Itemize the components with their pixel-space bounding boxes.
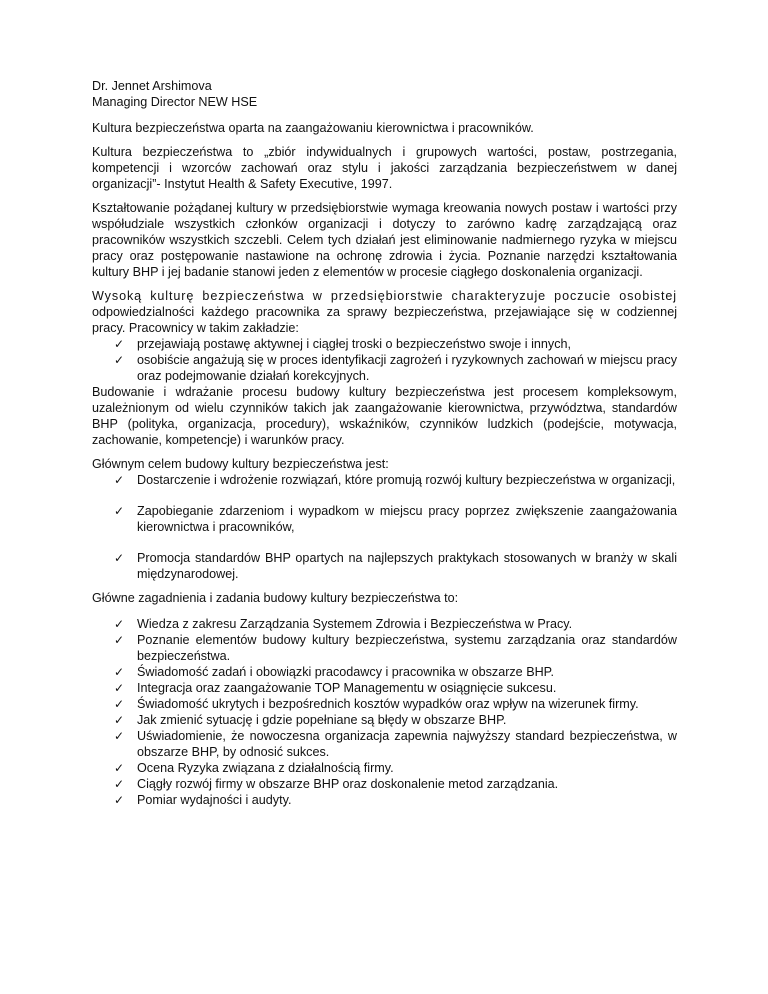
author-name: Dr. Jennet Arshimova [92, 79, 212, 93]
check-icon: ✓ [114, 337, 125, 351]
high-culture-section [92, 288, 677, 448]
list-item-text: Uświadomienie, że nowoczesna organizacja zapewnia najwyższy standard bezpieczeństwa, w obszarze BHP, by odnosić sukces. [137, 729, 677, 759]
tasks-list [92, 616, 677, 808]
list-item-text: Zapobieganie zdarzeniom i wypadkom w miejscu pracy poprzez zwiększenie zaangażowania kierownictwa i pracowników, [137, 504, 677, 534]
check-icon: ✓ [114, 504, 125, 518]
document-heading: Kultura bezpieczeństwa oparta na zaangażowaniu kierownictwa i pracowników. [92, 121, 534, 135]
list-item-text: Świadomość ukrytych i bezpośrednich kosztów wypadków oraz wpływ na wizerunek firmy. [137, 697, 639, 711]
list-item [92, 503, 677, 535]
list-item-text: Poznanie elementów budowy kultury bezpieczeństwa, systemu zarządzania oraz standardów bezpieczeństwa. [137, 633, 677, 663]
check-icon: ✓ [114, 793, 125, 807]
definition-paragraph: Kultura bezpieczeństwa to „zbiór indywidualnych i grupowych wartości, postaw, postrzegania, kompetencji i wzorców zachowań oraz stylu i jakości zarządzania bezpieczeństwem w danej organizacji”- Instytut Health & Safety Executive, 1997. [92, 145, 677, 191]
list-item-text: Dostarczenie i wdrożenie rozwiązań, które promują rozwój kultury bezpieczeństwa w organizacji, [137, 473, 676, 487]
author-role: Managing Director NEW HSE [92, 95, 258, 109]
list-item [92, 550, 677, 582]
list-item [92, 728, 677, 760]
check-icon: ✓ [114, 633, 125, 647]
list-item [92, 616, 677, 632]
list-item-text: Świadomość zadań i obowiązki pracodawcy i pracownika w obszarze BHP. [137, 665, 554, 679]
list-item-text: Ciągły rozwój firmy w obszarze BHP oraz doskonalenie metod zarządzania. [137, 777, 559, 791]
high-culture-lead-spaced: Wysoką kulturę bezpieczeństwa w przedsiębiorstwie charakteryzuje poczucie osobistej [92, 289, 677, 303]
shaping-paragraph: Kształtowanie pożądanej kultury w przedsiębiorstwie wymaga kreowania nowych postaw i wartości przy współudziale wszystkich członków organizacji i dotyczy to zarówno kadrę zarządzającą oraz pracowników wszystkich szczebli. Celem tych działań jest eliminowanie nadmiernego ryzyka w miejscu pracy oraz postępowanie nastawione na ochronę zdrowia i życia. Poznanie narzędzi kształtowania kultury BHP i jej badanie stanowi jeden z elementów w procesie ciągłego doskonalenia organizacji. [92, 201, 677, 279]
high-culture-list [92, 336, 677, 384]
list-item-text: Promocja standardów BHP opartych na najlepszych praktykach stosowanych w branży w skali międzynarodowej. [137, 551, 677, 581]
check-icon: ✓ [114, 665, 125, 679]
list-item-text: Ocena Ryzyka związana z działalnością firmy. [137, 761, 394, 775]
main-goal-list [92, 472, 677, 582]
high-culture-closing: Budowanie i wdrażanie procesu budowy kultury bezpieczeństwa jest procesem kompleksowym, uzależnionym od wielu czynników takich jak zaangażowanie kierownictwa, przywództwa, standardów BHP (polityka, organizacja, procedury), wskaźników, czynników ludzkich (podejście, motywacja, zachowanie, kompetencje) i warunków pracy. [92, 385, 677, 447]
check-icon: ✓ [114, 617, 125, 631]
document-body [92, 78, 677, 816]
list-item [92, 760, 677, 776]
check-icon: ✓ [114, 729, 125, 743]
main-goal-section [92, 456, 677, 582]
list-item [92, 352, 677, 384]
list-item-text: przejawiają postawę aktywnej i ciągłej troski o bezpieczeństwo swoje i innych, [137, 337, 571, 351]
check-icon: ✓ [114, 777, 125, 791]
list-item [92, 712, 677, 728]
list-item [92, 664, 677, 680]
tasks-lead: Główne zagadnienia i zadania budowy kultury bezpieczeństwa to: [92, 591, 459, 605]
list-item [92, 632, 677, 664]
list-item-text: Pomiar wydajności i audyty. [137, 793, 292, 807]
check-icon: ✓ [114, 713, 125, 727]
list-item [92, 776, 677, 792]
check-icon: ✓ [114, 473, 125, 487]
list-item [92, 792, 677, 808]
author-block [92, 78, 677, 110]
main-goal-lead: Głównym celem budowy kultury bezpieczeństwa jest: [92, 457, 389, 471]
check-icon: ✓ [114, 681, 125, 695]
list-item-text: Jak zmienić sytuację i gdzie popełniane są błędy w obszarze BHP. [137, 713, 507, 727]
check-icon: ✓ [114, 761, 125, 775]
check-icon: ✓ [114, 551, 125, 565]
list-item [92, 336, 677, 352]
list-item-text: Wiedza z zakresu Zarządzania Systemem Zdrowia i Bezpieczeństwa w Pracy. [137, 617, 573, 631]
list-item [92, 472, 677, 488]
high-culture-lead [92, 288, 677, 336]
list-item [92, 680, 677, 696]
tasks-section [92, 590, 677, 808]
list-item-text: osobiście angażują się w proces identyfikacji zagrożeń i ryzykownych zachowań w miejscu pracy oraz podejmowanie działań korekcyjnych. [137, 353, 677, 383]
check-icon: ✓ [114, 353, 125, 367]
check-icon: ✓ [114, 697, 125, 711]
list-item [92, 696, 677, 712]
list-item-text: Integracja oraz zaangażowanie TOP Managementu w osiągnięcie sukcesu. [137, 681, 557, 695]
high-culture-lead-rest: odpowiedzialności każdego pracownika za sprawy bezpieczeństwa, przejawiające się w codziennej pracy. Pracownicy w takim zakładzie: [92, 305, 677, 335]
